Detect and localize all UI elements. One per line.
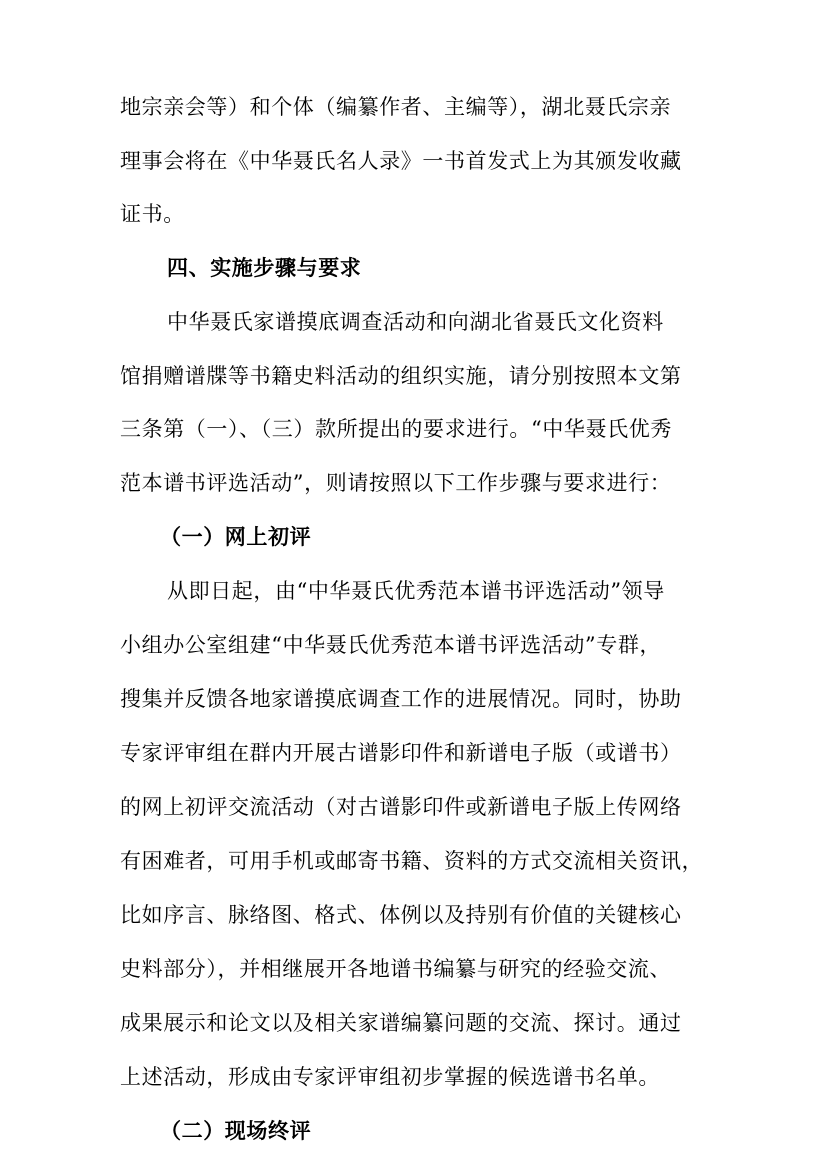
body-text-line: 理事会将在《中华聂氏名人录》一书首发式上为其颁发收藏 <box>120 149 682 173</box>
body-text-line: 证书。 <box>120 202 185 226</box>
body-text-line: 有困难者，可用手机或邮寄书籍、资料的方式交流相关资讯， <box>120 849 704 873</box>
body-text-line: 小组办公室组建“中华聂氏优秀范本谱书评选活动”专群， <box>120 633 662 657</box>
body-text-line: 范本谱书评选活动”，则请按照以下工作步骤与要求进行： <box>120 471 672 495</box>
body-text-line: 馆捐赠谱牒等书籍史料活动的组织实施，请分别按照本文第 <box>120 364 682 388</box>
body-text-line: 三条第（一）、（三）款所提出的要求进行。“中华聂氏优秀 <box>120 417 672 441</box>
body-text-line: 成果展示和论文以及相关家谱编纂问题的交流、探讨。通过 <box>120 1011 682 1035</box>
body-text-line: 史料部分），并相继展开各地谱书编纂与研究的经验交流、 <box>120 957 672 981</box>
body-text-line: 比如序言、脉络图、格式、体例以及持别有价值的关键核心 <box>120 903 682 927</box>
body-text-line: 中华聂氏家谱摸底调查活动和向湖北省聂氏文化资料 <box>167 310 664 334</box>
body-text-line: 搜集并反馈各地家谱摸底调查工作的进展情况。同时，协助 <box>120 687 682 711</box>
body-text-line: 上述活动，形成由专家评审组初步掌握的候选谱书名单。 <box>120 1065 660 1089</box>
subsection-heading: （一）网上初评 <box>160 524 312 549</box>
body-text-line: 地宗亲会等）和个体（编纂作者、主编等），湖北聂氏宗亲 <box>120 95 672 119</box>
body-text-line: 的网上初评交流活动（对古谱影印件或新谱电子版上传网络 <box>120 795 682 819</box>
section-heading: 四、实施步骤与要求 <box>167 255 362 280</box>
body-text-line: 从即日起，由“中华聂氏优秀范本谱书评选活动”领导 <box>167 579 665 603</box>
body-text-line: 专家评审组在群内开展古谱影印件和新谱电子版（或谱书） <box>120 741 682 765</box>
subsection-heading: （二）现场终评 <box>160 1118 312 1143</box>
